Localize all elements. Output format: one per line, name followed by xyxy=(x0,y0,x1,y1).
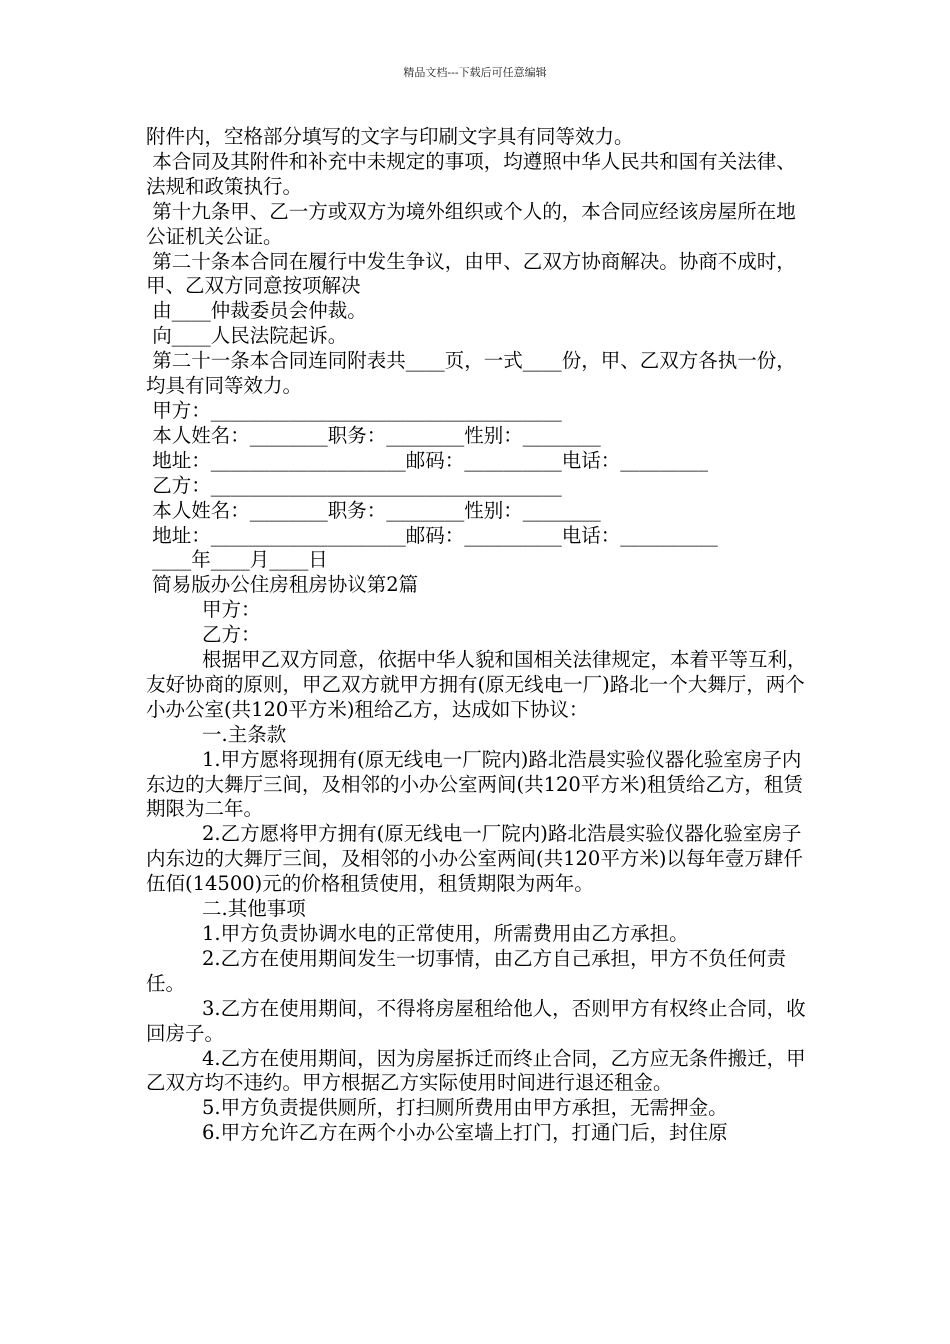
party-a-label: 甲方： xyxy=(202,598,261,622)
paragraph: 3.乙方在使用期间，不得将房屋租给他人，否则甲方有权终止合同，收回房子。 xyxy=(146,996,806,1045)
party-b-line: 乙方：____________________________________ xyxy=(146,473,562,497)
paragraph: 1.甲方负责协调水电的正常使用，所需费用由乙方承担。 xyxy=(202,922,689,945)
clause-heading: 一.主条款 xyxy=(202,722,287,746)
party-a-line: 甲方：____________________________________ xyxy=(146,398,562,422)
paragraph: 附件内，空格部分填写的文字与印刷文字具有同等效力。 xyxy=(146,125,634,148)
party-b-person-line: 本人姓名：________职务：________性别：________ xyxy=(146,498,601,522)
paragraph: 1.甲方愿将现拥有(原无线电一厂院内)路北浩晨实验仪器化验室房子内东边的大舞厅三间，及相邻的小办公室两间(共120平方米)租赁给乙方，租赁期限为二年。 xyxy=(146,747,803,821)
paragraph: 根据甲乙双方同意，依据中华人貌和国相关法律规定，本着平等互利，友好协商的原则，甲乙双方就甲方拥有(原无线电一厂)路北一个大舞厅，两个小办公室(共120平方米)租给乙方，达成如下协议： xyxy=(146,648,807,721)
paragraph: 第十九条甲、乙一方或双方为境外组织或个人的，本合同应经该房屋所在地公证机关公证。 xyxy=(146,199,796,248)
paragraph: 4.乙方在使用期间，因为房屋拆迁而终止合同，乙方应无条件搬迁，甲乙双方均不违约。甲方根据乙方实际使用时间进行退还租金。 xyxy=(146,1046,806,1095)
party-a-address-line: 地址：____________________邮码：__________电话：_________ xyxy=(146,448,708,472)
paragraph: 本合同及其附件和补充中未规定的事项，均遵照中华人民共和国有关法律、法规和政策执行。 xyxy=(146,149,796,198)
party-b-label: 乙方： xyxy=(202,623,261,647)
document-body xyxy=(146,125,810,1146)
section-title: 简易版办公住房租房协议第2篇 xyxy=(146,573,419,597)
paragraph: 第二十条本合同在履行中发生争议，由甲、乙双方协商解决。协商不成时，甲、乙双方同意按项解决 xyxy=(146,249,796,298)
paragraph: 2.乙方在使用期间发生一切事情，由乙方自己承担，甲方不负任何责任。 xyxy=(146,946,787,995)
header-note: 精品文档---下载后可任意编辑 xyxy=(403,66,547,79)
date-line: ____年____月____日 xyxy=(146,548,328,572)
clause-heading: 二.其他事项 xyxy=(202,897,306,921)
paragraph: 向____人民法院起诉。 xyxy=(146,324,348,348)
party-a-person-line: 本人姓名：________职务：________性别：________ xyxy=(146,423,601,447)
paragraph: 6.甲方允许乙方在两个小办公室墙上打门，打通门后，封住原 xyxy=(202,1121,728,1145)
paragraph: 第二十一条本合同连同附表共____页，一式____份，甲、乙双方各执一份，均具有同等效力。 xyxy=(146,349,796,398)
paragraph: 5.甲方负责提供厕所，打扫厕所费用由甲方承担，无需押金。 xyxy=(202,1096,728,1120)
paragraph: 由____仲裁委员会仲裁。 xyxy=(146,299,367,323)
party-b-address-line: 地址：____________________邮码：__________电话：__________ xyxy=(146,523,718,547)
paragraph: 2.乙方愿将甲方拥有(原无线电一厂院内)路北浩晨实验仪器化验室房子内东边的大舞厅三间，及相邻的小办公室两间(共120平方米)以每年壹万肆仟伍佰(14500)元的价格租赁使用，租赁期限为两年。 xyxy=(146,822,803,896)
